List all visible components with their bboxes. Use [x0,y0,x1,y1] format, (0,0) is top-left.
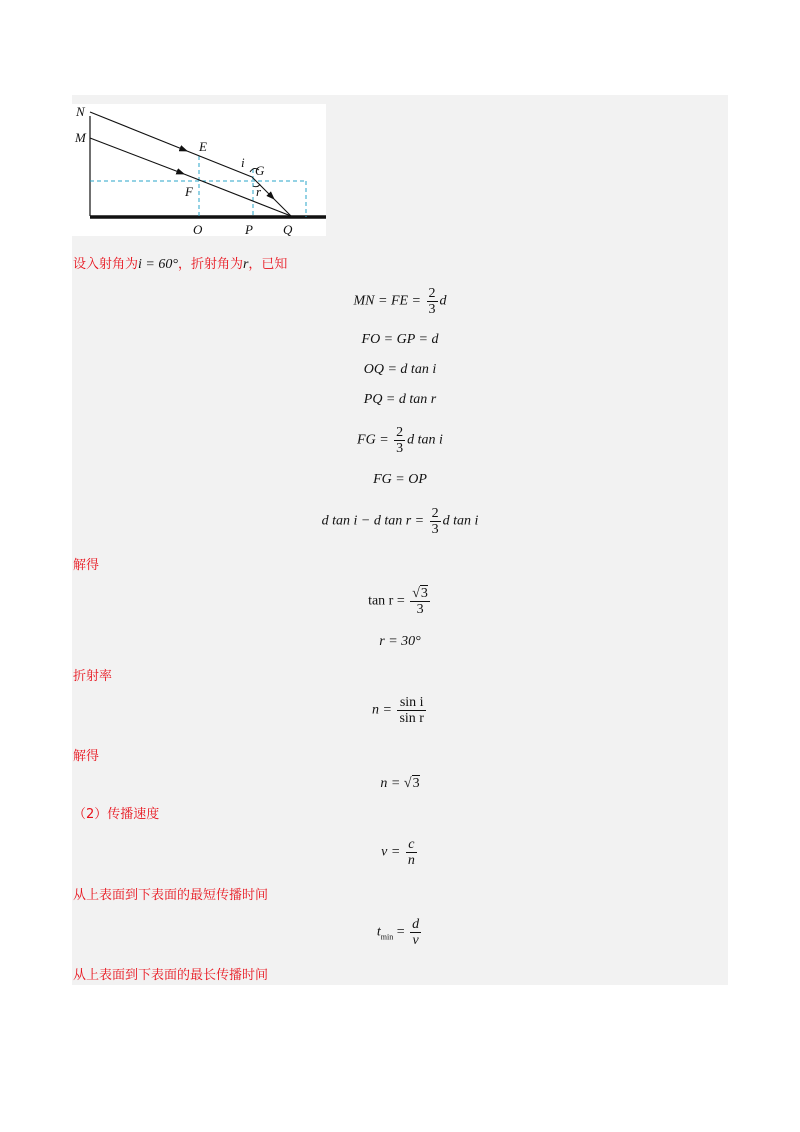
eq6-text: FG = OP [373,472,427,487]
refracted-ray-segment [274,199,291,216]
eq1-den: 3 [428,302,436,317]
equation-n-sin [72,695,728,726]
intro-eq: i = 60° [138,257,178,272]
label-o: O [193,222,203,236]
eq8-lhs: tan r = [368,593,409,609]
eq12-lhs: v = [381,844,404,860]
ray-m-segment [184,174,291,216]
eq7-fraction [430,506,441,537]
eq8-fraction [410,586,430,617]
eq7-num: 2 [431,506,439,521]
eq8-den: 3 [416,602,424,617]
label-f: F [185,184,193,199]
eq13-fraction [410,917,421,948]
label-i: i [241,155,245,170]
intro-prefix: 设入射角为 [73,257,139,272]
eq1-fraction [427,286,438,317]
equation-v [72,837,728,868]
eq8-num: √3 [412,586,428,601]
ray-m-arrow [90,138,184,174]
eq4-text: PQ = d tan r [363,392,437,407]
eq13-t: t [376,924,381,940]
refraction-diagram-svg [72,104,326,236]
eq1-num: 2 [428,286,436,301]
equation-mn-fe [72,286,728,317]
eq12-fraction [406,837,417,868]
label-jiede-1: 解得 [73,558,100,573]
equation-tan-r [72,586,728,617]
eq12-den: n [407,853,415,868]
eq9-text: r = 30° [379,634,421,649]
eq12-num: c [406,837,417,853]
eq10-num: sin i [397,695,426,711]
label-r: r [256,184,262,199]
refraction-diagram [72,104,326,236]
label-g: G [255,163,265,178]
eq10-den: sin r [399,711,424,726]
equation-n-root3: n = √3 [380,776,420,791]
label-m: M [75,130,86,145]
equation-tan-difference [72,506,728,537]
label-n: N [76,104,85,119]
eq7-den: 3 [431,522,439,537]
equation-fg [72,425,728,456]
intro-line [73,256,287,274]
equation-oq [72,362,728,378]
ray-n-arrow [90,112,187,151]
eq1-tail: d [439,293,447,309]
label-shortest-time: 从上表面到下表面的最短传播时间 [73,888,269,903]
label-jiede-2: 解得 [73,749,100,764]
label-e: E [199,139,207,154]
label-refractive-index: 折射率 [73,669,113,684]
eq5-num: 2 [396,425,404,440]
eq10-fraction [397,695,426,726]
equation-pq [72,392,728,408]
eq13-num: d [412,917,420,932]
equation-fo-gp [72,332,728,348]
eq10-lhs: n = [372,702,396,718]
eq7-tail: d tan i [442,513,479,529]
eq13-eq: = [393,924,409,940]
intro-r: r [242,257,249,272]
eq5-fraction [394,425,405,456]
intro-mid: ，折射角为 [177,257,243,272]
label-longest-time: 从上表面到下表面的最长传播时间 [73,968,269,983]
eq5-lhs: FG = [357,432,393,448]
eq5-tail: d tan i [407,432,443,448]
equation-fg-op [72,472,728,488]
eq11-root: 3 [412,776,420,791]
eq1-lhs: MN = FE = [353,293,425,309]
eq13-sub: min [380,932,394,942]
intro-suffix: ，已知 [248,257,288,272]
equation-r-value [72,634,728,650]
eq5-den: 3 [396,441,404,456]
eq8-root: 3 [420,586,428,601]
label-p: P [245,222,253,236]
eq2-text: FO = GP = d [361,332,439,347]
eq11-lhs: n = [380,776,404,791]
label-part2: （2）传播速度 [73,807,160,822]
label-q: Q [283,222,293,236]
equation-t-min [72,917,728,948]
eq13-den: v [412,933,419,948]
eq7-lhs: d tan i − d tan r = [321,513,428,529]
eq3-text: OQ = d tan i [363,362,437,377]
